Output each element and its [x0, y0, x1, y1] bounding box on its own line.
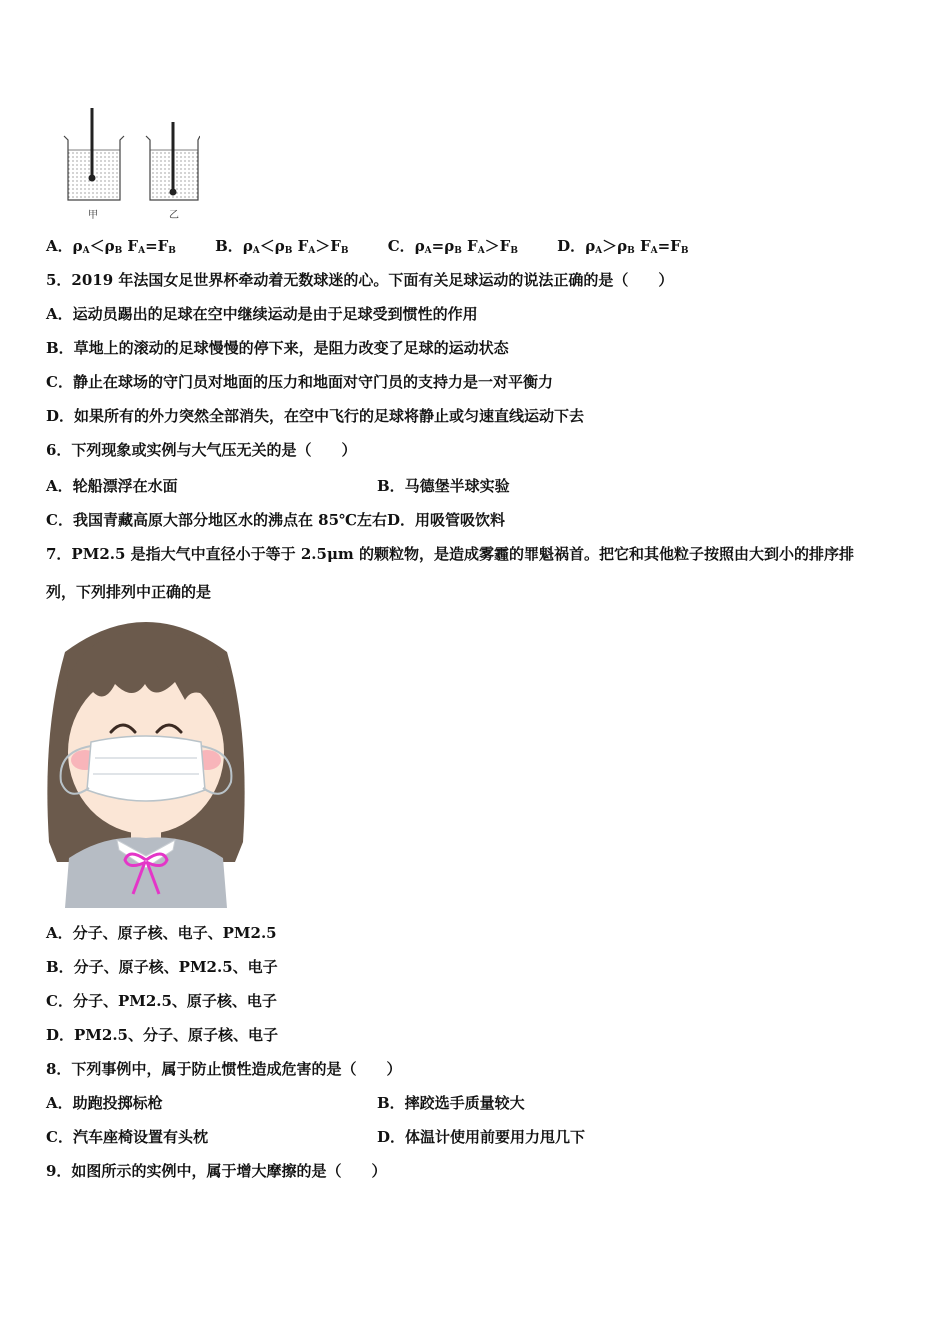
q6-stem: 6．下列现象或实例与大气压无关的是（ ）	[46, 441, 357, 459]
girl-mask-illustration	[45, 612, 247, 908]
q6-option-a: A．轮船漂浮在水面	[46, 477, 178, 495]
q7-option-a: A．分子、原子核、电子、PM2.5	[46, 924, 277, 942]
beaker-right-label: 乙	[169, 210, 179, 221]
q9-stem: 9．如图所示的实例中，属于增大摩擦的是（ ）	[46, 1162, 387, 1180]
q6-option-b: B．马德堡半球实验	[377, 477, 510, 495]
q4-options	[46, 236, 722, 261]
q5-option-c: C．静止在球场的守门员对地面的压力和地面对守门员的支持力是一对平衡力	[46, 373, 553, 391]
q6-option-cd: C．我国青藏高原大部分地区水的沸点在 85℃左右D．用吸管吸饮料	[46, 511, 506, 529]
q5-option-d: D．如果所有的外力突然全部消失，在空中飞行的足球将静止或匀速直线运动下去	[46, 407, 585, 425]
q4-option-d: D．$\rho_A>\rho_B$ $F_A=F_B$	[557, 237, 689, 256]
q4-option-b: B．$\rho_A<\rho_B$ $F_A>F_B$	[215, 237, 349, 256]
beaker-left-label: 甲	[88, 210, 98, 221]
q7-option-c: C．分子、PM2.5、原子核、电子	[46, 992, 277, 1010]
beakers-figure	[60, 100, 200, 226]
q8-option-c: C．汽车座椅设置有头枕	[46, 1128, 208, 1146]
q4-option-a: A．$\rho_A<\rho_B$ $F_A=F_B$	[46, 237, 176, 256]
q8-option-a: A．助跑投掷标枪	[46, 1094, 163, 1112]
q7-stem-line1: 7．PM2.5 是指大气中直径小于等于 2.5μm 的颗粒物，是造成雾霾的罪魁祸首。把它和其他粒子按照由大到小的排序排	[46, 545, 855, 563]
q8-option-b: B．摔跤选手质量较大	[377, 1094, 525, 1112]
q8-option-d: D．体温计使用前要用力甩几下	[377, 1128, 586, 1146]
q7-option-b: B．分子、原子核、PM2.5、电子	[46, 958, 278, 976]
q7-option-d: D．PM2.5、分子、原子核、电子	[46, 1026, 278, 1044]
q4-option-c: C．$\rho_A=\rho_B$ $F_A>F_B$	[387, 237, 518, 256]
q5-stem: 5．2019 年法国女足世界杯牵动着无数球迷的心。下面有关足球运动的说法正确的是（ ）	[46, 271, 674, 289]
q5-option-a: A．运动员踢出的足球在空中继续运动是由于足球受到惯性的作用	[46, 305, 478, 323]
beaker-right	[146, 122, 200, 200]
q5-option-b: B．草地上的滚动的足球慢慢的停下来，是阻力改变了足球的运动状态	[46, 339, 509, 357]
q7-stem-line2: 列，下列排列中正确的是	[46, 583, 212, 601]
q8-stem: 8．下列事例中，属于防止惯性造成危害的是（ ）	[46, 1060, 402, 1078]
beaker-left	[64, 108, 124, 200]
